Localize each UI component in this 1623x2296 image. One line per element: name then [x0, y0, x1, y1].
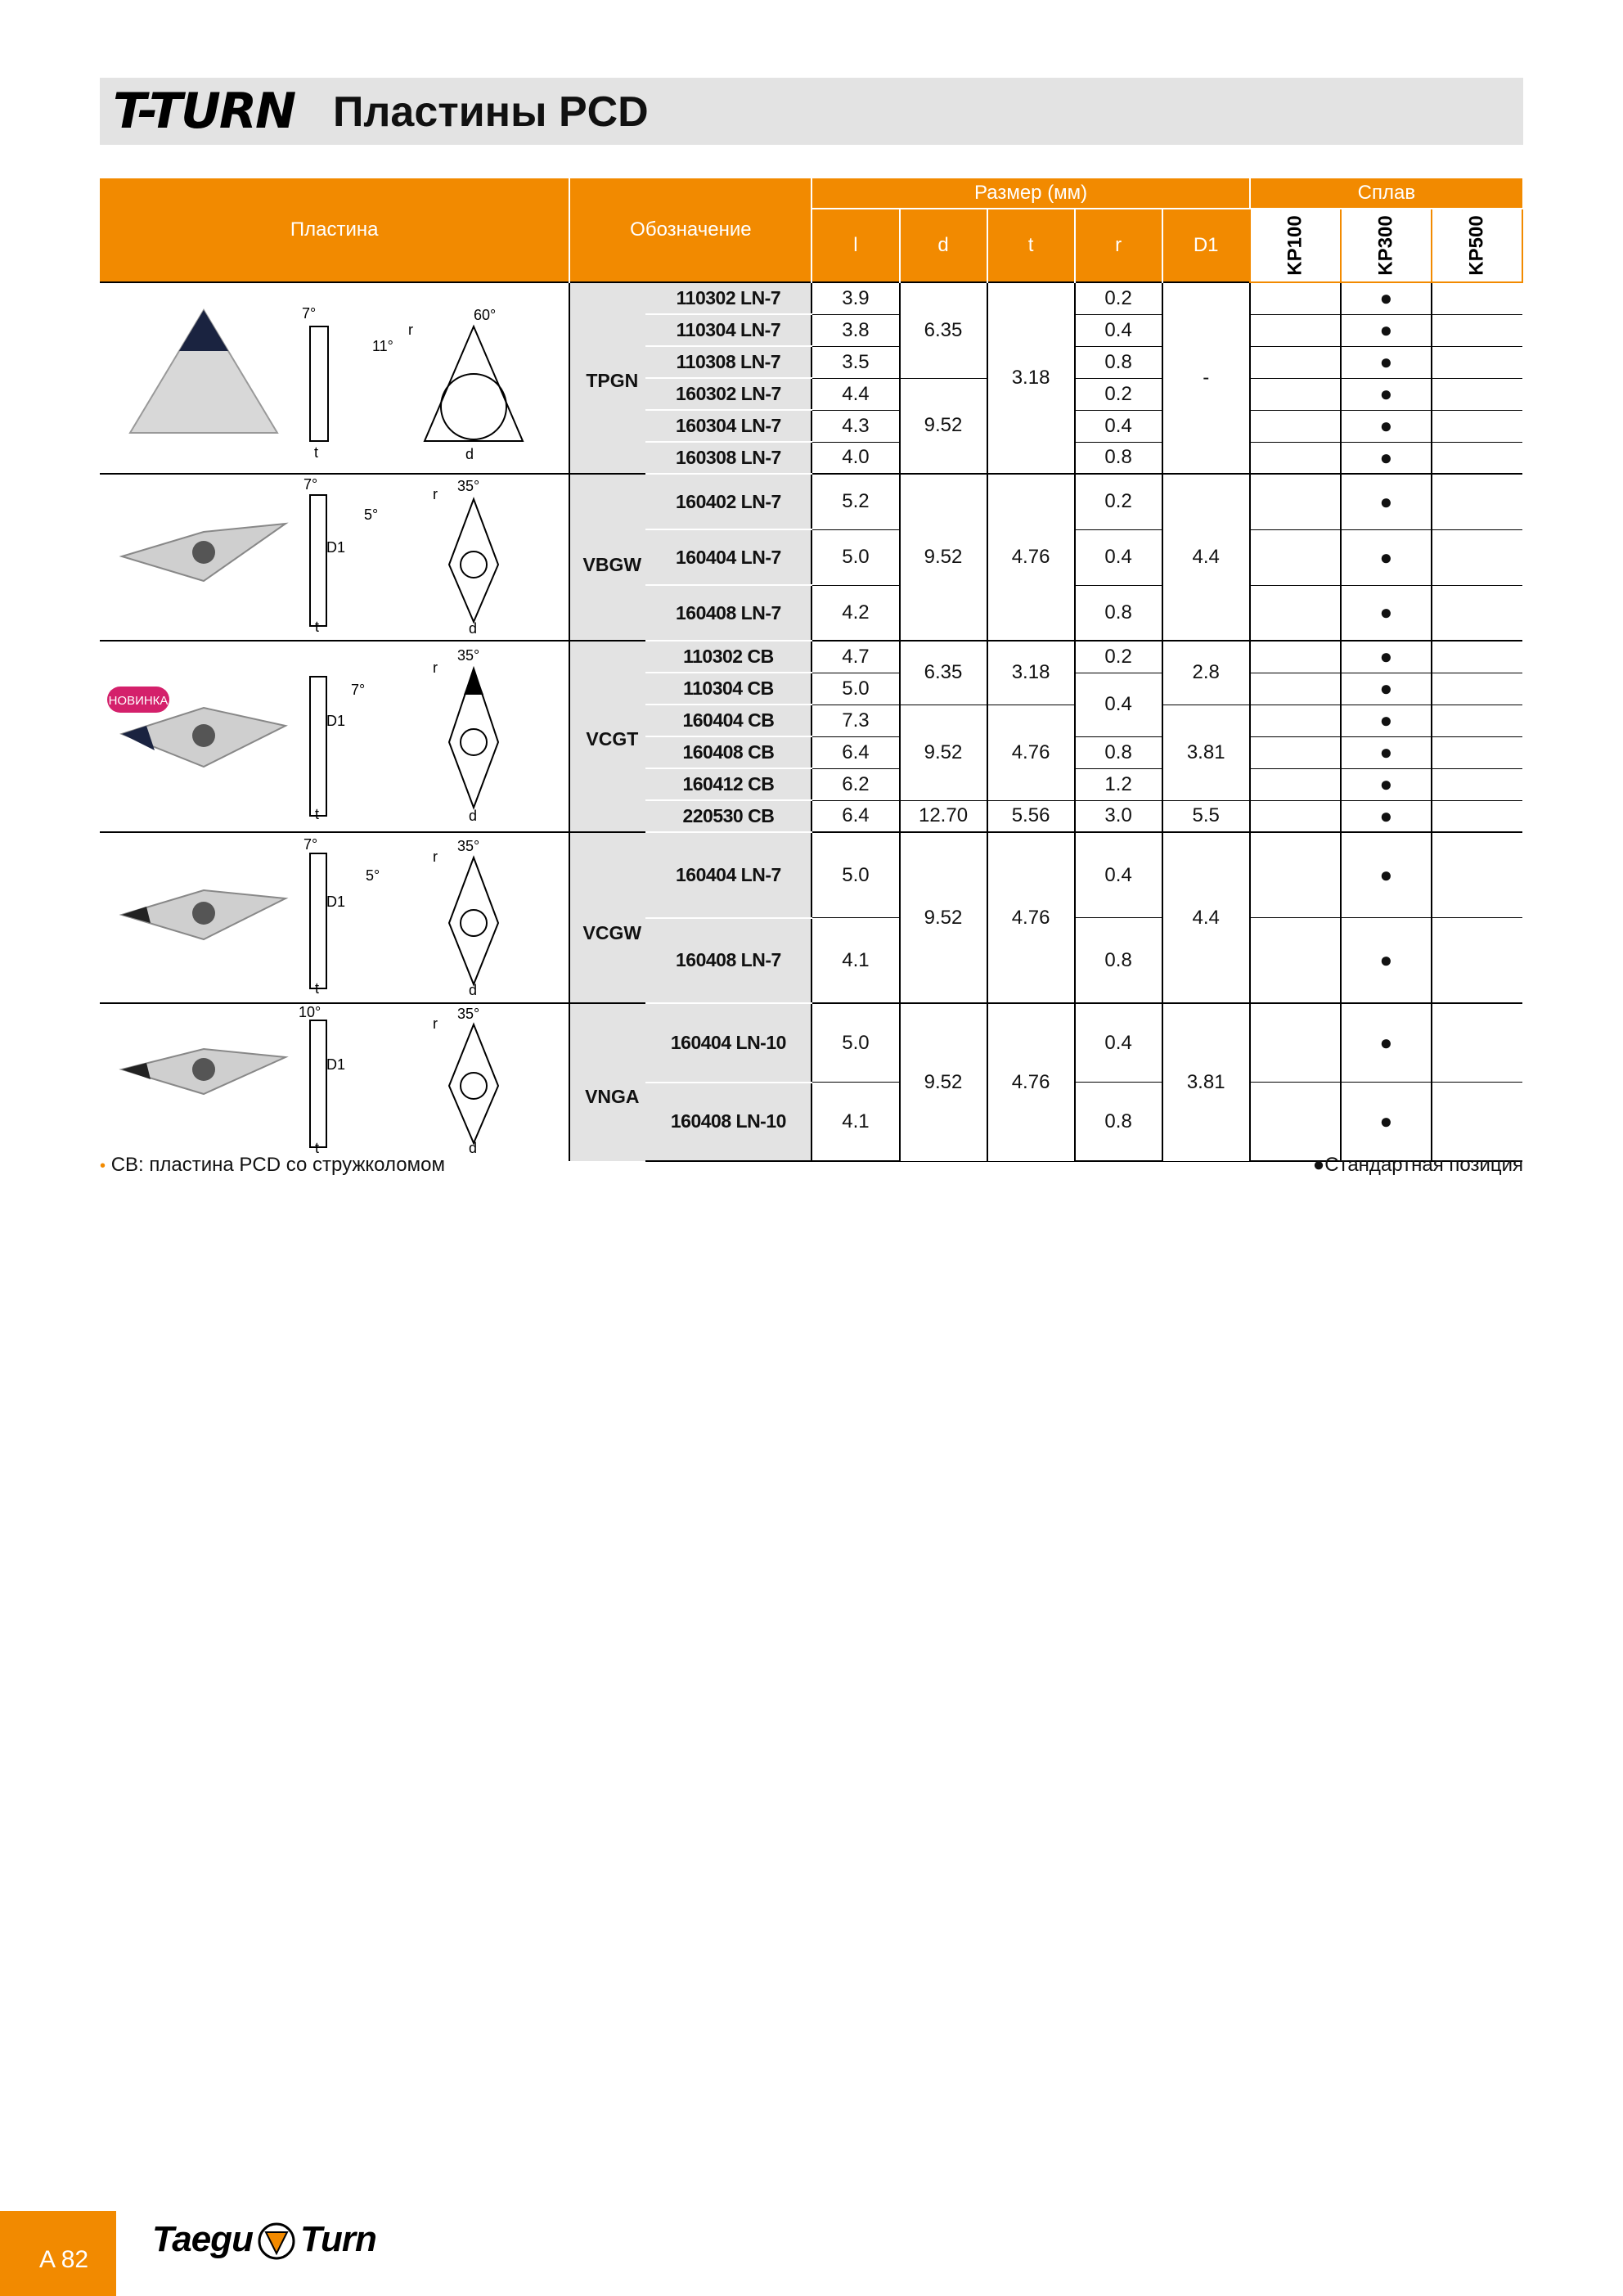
- kp100-cell: [1250, 442, 1341, 474]
- notes: [100, 1154, 1523, 1186]
- col-kp500: KP500: [1432, 209, 1522, 282]
- kp300-cell: ●: [1341, 1003, 1432, 1083]
- kp500-cell: [1432, 314, 1522, 346]
- t-cell: 4.76: [987, 1003, 1075, 1161]
- page-number: A 82: [39, 2246, 89, 2273]
- code-cell: 160308 LN-7: [645, 442, 812, 474]
- kp100-cell: [1250, 673, 1341, 705]
- vcgt-insert-image: [100, 641, 569, 832]
- kp100-cell: [1250, 705, 1341, 736]
- kp100-cell: [1250, 736, 1341, 768]
- table-row: [100, 474, 1522, 529]
- r-cell: 0.2: [1075, 378, 1162, 410]
- vbgw-d-label: d: [468, 620, 477, 634]
- r-cell: 1.2: [1075, 768, 1162, 800]
- kp100-cell: [1250, 832, 1341, 918]
- t-cell: 5.56: [987, 800, 1075, 832]
- vbgw-corner-label: 35°: [456, 478, 479, 494]
- col-l: l: [812, 209, 899, 282]
- vcgw-insert-image: [100, 832, 569, 1003]
- vcgt-group: VCGT: [569, 641, 645, 832]
- vnga-clearance-label: 10°: [298, 1004, 321, 1020]
- kp300-cell: ●: [1341, 800, 1432, 832]
- l-cell: 3.9: [812, 282, 899, 314]
- kp500-cell: [1432, 529, 1522, 585]
- brand-mark-icon: [258, 2222, 295, 2260]
- vcgt-t-label: t: [314, 805, 319, 822]
- r-cell: 0.4: [1075, 673, 1162, 736]
- l-cell: 5.0: [812, 673, 899, 705]
- code-cell: 160404 CB: [645, 705, 812, 736]
- vbgw-t-label: t: [314, 619, 319, 634]
- d-cell: 6.35: [900, 641, 987, 705]
- col-kp300: KP300: [1341, 209, 1432, 282]
- kp100-cell: [1250, 378, 1341, 410]
- d-cell: 12.70: [900, 800, 987, 832]
- t-cell: 4.76: [987, 474, 1075, 641]
- kp300-cell: ●: [1341, 641, 1432, 673]
- col-kp100: KP100: [1250, 209, 1341, 282]
- code-cell: 110302 LN-7: [645, 282, 812, 314]
- kp500-cell: [1432, 346, 1522, 378]
- vcgt-d1-label: D1: [326, 712, 345, 729]
- kp100-cell: [1250, 1083, 1341, 1162]
- r-cell: 0.2: [1075, 282, 1162, 314]
- kp300-cell: ●: [1341, 442, 1432, 474]
- kp300-cell: ●: [1341, 768, 1432, 800]
- kp300-cell: ●: [1341, 410, 1432, 442]
- kp300-cell: ●: [1341, 705, 1432, 736]
- r-cell: 0.8: [1075, 442, 1162, 474]
- kp500-cell: [1432, 673, 1522, 705]
- vcgt-r-label: r: [432, 659, 438, 676]
- d-cell: 6.35: [900, 282, 987, 378]
- table-row: [100, 282, 1522, 314]
- vcgw-r-label: r: [432, 849, 438, 865]
- vnga-insert-image: [100, 1003, 569, 1161]
- vbgw-clearance-label: 7°: [303, 476, 317, 493]
- tpgn-r-label: r: [407, 321, 413, 338]
- tpgn-d-label: d: [465, 445, 474, 462]
- kp100-cell: [1250, 768, 1341, 800]
- t-cell: 3.18: [987, 282, 1075, 474]
- vcgw-angle-label: 5°: [365, 867, 380, 884]
- kp500-cell: [1432, 410, 1522, 442]
- tpgn-angle-label: 11°: [371, 337, 393, 354]
- col-d: d: [900, 209, 987, 282]
- table-row: [100, 832, 1522, 918]
- kp500-cell: [1432, 641, 1522, 673]
- kp500-cell: [1432, 800, 1522, 832]
- kp100-cell: [1250, 474, 1341, 529]
- l-cell: 5.0: [812, 1003, 899, 1083]
- code-cell: 160404 LN-10: [645, 1003, 812, 1083]
- code-cell: 110308 LN-7: [645, 346, 812, 378]
- vcgw-d-label: d: [468, 982, 477, 997]
- d1-cell: 3.81: [1162, 705, 1250, 800]
- kp100-cell: [1250, 410, 1341, 442]
- vcgw-group: VCGW: [569, 832, 645, 1003]
- col-alloy-group: Сплав: [1250, 178, 1522, 209]
- page-title: Пластины PCD: [333, 88, 649, 136]
- title-bar: [100, 78, 1523, 145]
- r-cell: 0.4: [1075, 529, 1162, 585]
- r-cell: 0.8: [1075, 346, 1162, 378]
- vcgw-d1-label: D1: [326, 894, 345, 910]
- kp100-cell: [1250, 282, 1341, 314]
- kp500-cell: [1432, 442, 1522, 474]
- d-cell: 9.52: [900, 378, 987, 474]
- kp300-cell: ●: [1341, 314, 1432, 346]
- kp500-cell: [1432, 736, 1522, 768]
- vbgw-group: VBGW: [569, 474, 645, 641]
- vcgw-corner-label: 35°: [456, 838, 479, 854]
- kp500-cell: [1432, 768, 1522, 800]
- kp500-cell: [1432, 832, 1522, 918]
- d1-cell: 4.4: [1162, 474, 1250, 641]
- kp100-cell: [1250, 529, 1341, 585]
- vnga-d-label: d: [468, 1140, 477, 1155]
- l-cell: 5.2: [812, 474, 899, 529]
- code-cell: 160404 LN-7: [645, 832, 812, 918]
- d1-cell: 2.8: [1162, 641, 1250, 705]
- r-cell: 0.4: [1075, 832, 1162, 918]
- l-cell: 4.2: [812, 585, 899, 641]
- vcgt-d-label: d: [468, 807, 477, 824]
- code-cell: 110302 CB: [645, 641, 812, 673]
- r-cell: 0.2: [1075, 474, 1162, 529]
- kp500-cell: [1432, 585, 1522, 641]
- code-cell: 110304 LN-7: [645, 314, 812, 346]
- vcgw-clearance-label: 7°: [303, 836, 317, 853]
- kp100-cell: [1250, 641, 1341, 673]
- l-cell: 4.3: [812, 410, 899, 442]
- table-row: [100, 641, 1522, 673]
- kp300-cell: ●: [1341, 585, 1432, 641]
- kp500-cell: [1432, 705, 1522, 736]
- vnga-t-label: t: [314, 1140, 319, 1155]
- kp100-cell: [1250, 585, 1341, 641]
- vbgw-angle-label: 5°: [363, 506, 378, 523]
- vbgw-r-label: r: [432, 486, 438, 502]
- kp100-cell: [1250, 1003, 1341, 1083]
- vnga-corner-label: 35°: [456, 1006, 479, 1022]
- col-t: t: [987, 209, 1075, 282]
- r-cell: 0.4: [1075, 1003, 1162, 1083]
- table-row: [100, 1003, 1522, 1083]
- r-cell: 3.0: [1075, 800, 1162, 832]
- kp300-cell: ●: [1341, 378, 1432, 410]
- d1-cell: 5.5: [1162, 800, 1250, 832]
- r-cell: 0.8: [1075, 1083, 1162, 1162]
- code-cell: 160404 LN-7: [645, 529, 812, 585]
- code-cell: 160408 LN-7: [645, 918, 812, 1004]
- code-cell: 160304 LN-7: [645, 410, 812, 442]
- kp300-cell: ●: [1341, 346, 1432, 378]
- kp500-cell: [1432, 474, 1522, 529]
- kp100-cell: [1250, 800, 1341, 832]
- r-cell: 0.4: [1075, 410, 1162, 442]
- d-cell: 9.52: [900, 705, 987, 800]
- kp100-cell: [1250, 918, 1341, 1004]
- l-cell: 6.4: [812, 736, 899, 768]
- l-cell: 7.3: [812, 705, 899, 736]
- cb-note: • CB: пластина PCD со стружколомом: [100, 1154, 445, 1176]
- t-cell: 3.18: [987, 641, 1075, 705]
- l-cell: 4.1: [812, 918, 899, 1004]
- d-cell: 9.52: [900, 474, 987, 641]
- l-cell: 3.5: [812, 346, 899, 378]
- kp500-cell: [1432, 1003, 1522, 1083]
- kp300-cell: ●: [1341, 1083, 1432, 1162]
- l-cell: 4.7: [812, 641, 899, 673]
- kp300-cell: ●: [1341, 673, 1432, 705]
- r-cell: 0.8: [1075, 736, 1162, 768]
- tpgn-corner-label: 60°: [473, 306, 496, 323]
- tpgn-clearance-label: 7°: [301, 304, 316, 322]
- col-insert: Пластина: [100, 178, 569, 282]
- r-cell: 0.8: [1075, 918, 1162, 1004]
- vnga-d1-label: D1: [326, 1056, 345, 1073]
- t-cell: 4.76: [987, 705, 1075, 800]
- kp500-cell: [1432, 1083, 1522, 1162]
- vnga-r-label: r: [432, 1015, 438, 1032]
- d1-cell: 3.81: [1162, 1003, 1250, 1161]
- code-cell: 160302 LN-7: [645, 378, 812, 410]
- r-cell: 0.4: [1075, 314, 1162, 346]
- l-cell: 4.1: [812, 1083, 899, 1162]
- d-cell: 9.52: [900, 1003, 987, 1161]
- l-cell: 3.8: [812, 314, 899, 346]
- col-designation: Обозначение: [569, 178, 812, 282]
- l-cell: 6.2: [812, 768, 899, 800]
- code-cell: 110304 CB: [645, 673, 812, 705]
- kp300-cell: ●: [1341, 529, 1432, 585]
- tpgn-t-label: t: [313, 443, 318, 461]
- code-cell: 160408 LN-7: [645, 585, 812, 641]
- l-cell: 5.0: [812, 832, 899, 918]
- l-cell: 4.4: [812, 378, 899, 410]
- code-cell: 160408 CB: [645, 736, 812, 768]
- new-badge: НОВИНКА: [108, 693, 169, 708]
- tpgn-insert-image: [100, 282, 569, 474]
- r-cell: 0.2: [1075, 641, 1162, 673]
- vbgw-d1-label: D1: [326, 539, 345, 556]
- kp300-cell: ●: [1341, 832, 1432, 918]
- kp300-cell: ●: [1341, 474, 1432, 529]
- col-r: r: [1075, 209, 1162, 282]
- brand-logo: Taegu Turn: [152, 2219, 376, 2259]
- legend-note: ●Стандартная позиция: [1312, 1154, 1523, 1176]
- kp300-cell: ●: [1341, 918, 1432, 1004]
- r-cell: 0.8: [1075, 585, 1162, 641]
- kp500-cell: [1432, 282, 1522, 314]
- kp500-cell: [1432, 378, 1522, 410]
- code-cell: 160412 CB: [645, 768, 812, 800]
- vcgw-t-label: t: [314, 980, 319, 997]
- col-d1: D1: [1162, 209, 1250, 282]
- kp300-cell: ●: [1341, 282, 1432, 314]
- l-cell: 4.0: [812, 442, 899, 474]
- t-turn-logo: T-TURN: [113, 83, 295, 140]
- kp300-cell: ●: [1341, 736, 1432, 768]
- kp100-cell: [1250, 346, 1341, 378]
- l-cell: 5.0: [812, 529, 899, 585]
- vnga-group: VNGA: [569, 1003, 645, 1161]
- tpgn-group: TPGN: [569, 282, 645, 474]
- kp500-cell: [1432, 918, 1522, 1004]
- col-size-group: Размер (мм): [812, 178, 1249, 209]
- d1-cell: -: [1162, 282, 1250, 474]
- code-cell: 220530 CB: [645, 800, 812, 832]
- t-cell: 4.76: [987, 832, 1075, 1003]
- insert-table: [100, 178, 1523, 1162]
- code-cell: 160402 LN-7: [645, 474, 812, 529]
- kp100-cell: [1250, 314, 1341, 346]
- d1-cell: 4.4: [1162, 832, 1250, 1003]
- d-cell: 9.52: [900, 832, 987, 1003]
- code-cell: 160408 LN-10: [645, 1083, 812, 1162]
- vcgt-corner-label: 35°: [456, 646, 479, 664]
- vcgt-clearance-label: 7°: [350, 681, 365, 698]
- l-cell: 6.4: [812, 800, 899, 832]
- vbgw-insert-image: [100, 474, 569, 641]
